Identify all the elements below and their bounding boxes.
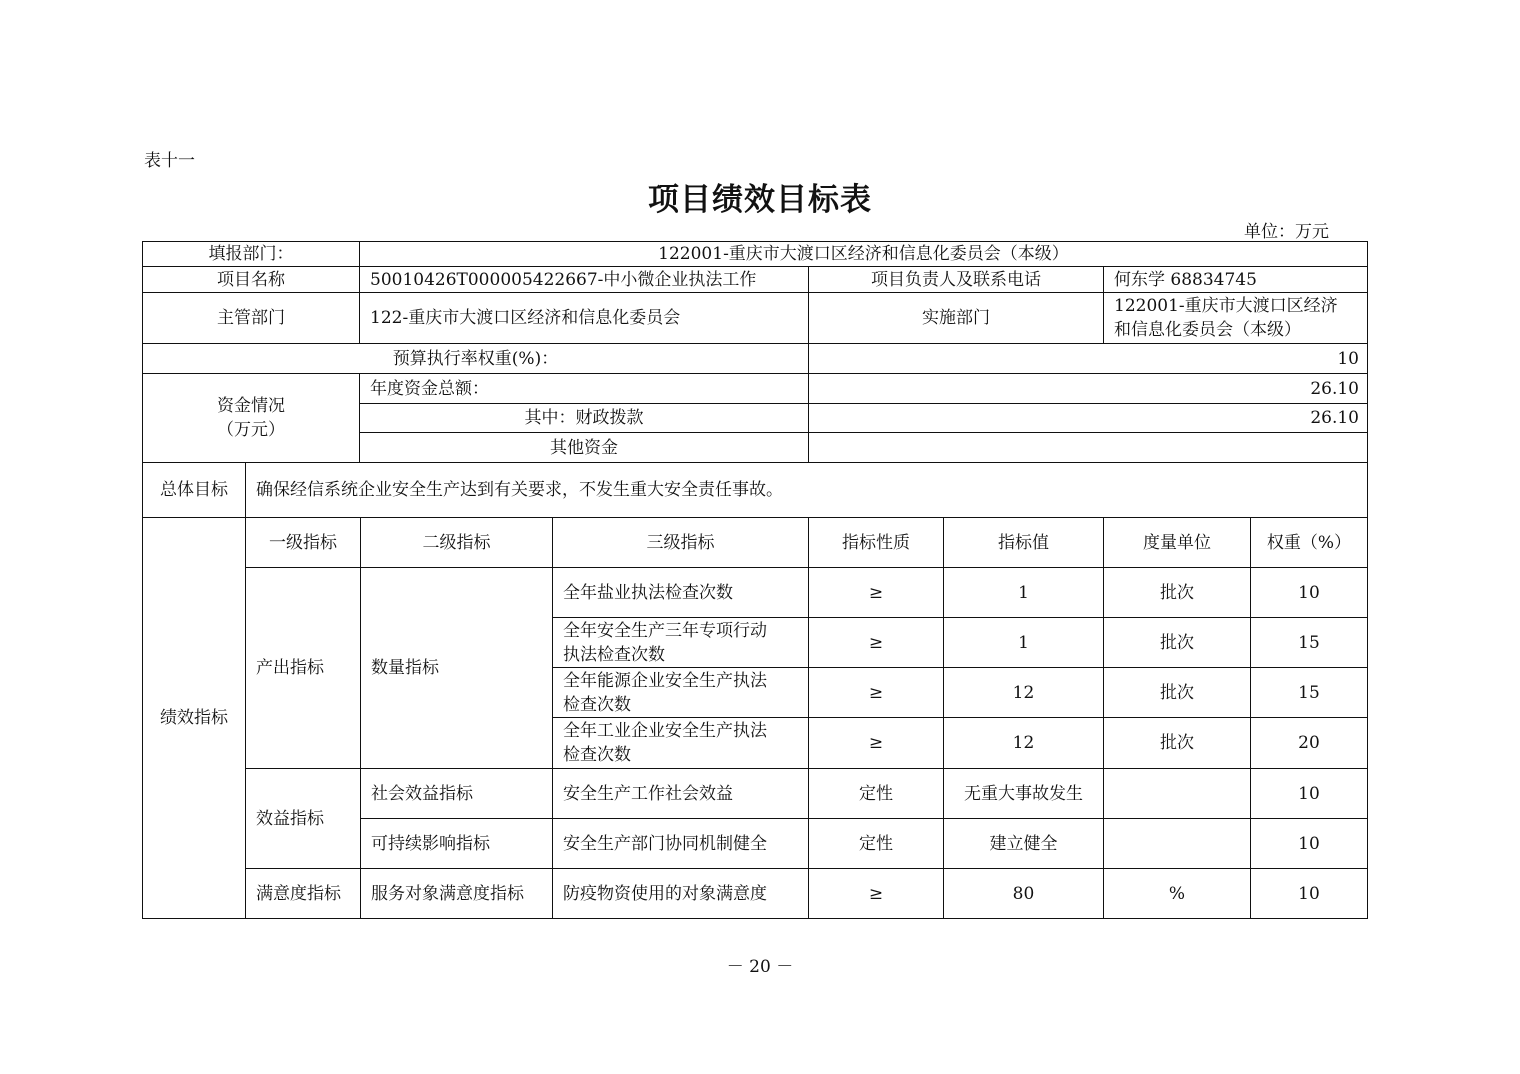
level1-benefit-cell: 效益指标 [245,768,361,869]
header-weight: 权重（%） [1250,517,1368,568]
project-name-value-cell: 50010426T000005422667-中小微企业执法工作 [359,266,809,293]
table-row-level3: 全年盐业执法检查次数 [552,567,809,618]
table-row-nature: ≥ [808,567,944,618]
goal-text-cell: 确保经信系统企业安全生产达到有关要求，不发生重大安全责任事故。 [245,462,1368,518]
contact-label-cell: 项目负责人及联系电话 [808,266,1104,293]
table-row-unit: 批次 [1103,567,1251,618]
table-row-nature: ≥ [808,717,944,769]
table-row-unit: 批次 [1103,717,1251,769]
unit-label: 单位：万元 [1244,222,1329,242]
project-name-label-cell: 项目名称 [142,266,360,293]
table-row-weight: 15 [1250,617,1368,668]
table-row-weight: 20 [1250,717,1368,769]
header-level2: 二级指标 [360,517,553,568]
table-row-level3: 全年安全生产三年专项行动 执法检查次数 [552,617,809,668]
funds-total-label-cell: 年度资金总额： [359,373,809,404]
goal-label-cell: 总体目标 [142,462,246,518]
table-row-nature: ≥ [808,868,944,919]
table-row-level3: 全年工业企业安全生产执法 检查次数 [552,717,809,769]
impl-value-cell: 122001-重庆市大渡口区经济 和信息化委员会（本级） [1103,292,1368,344]
funds-other-label-cell: 其他资金 [359,432,809,463]
budget-rate-value-cell: 10 [808,343,1368,374]
funds-fiscal-label-cell: 其中：财政拨款 [359,403,809,433]
funds-label-cell: 资金情况 （万元） [142,373,360,463]
level1-output-cell: 产出指标 [245,567,361,769]
level1-satisfaction-cell: 满意度指标 [245,868,361,919]
contact-value-cell: 何东学 68834745 [1103,266,1368,293]
table-row-weight: 10 [1250,567,1368,618]
header-value: 指标值 [943,517,1104,568]
table-row-nature: 定性 [808,768,944,819]
table-row-level3: 安全生产部门协同机制健全 [552,818,809,869]
supervisor-label-cell: 主管部门 [142,292,360,344]
table-row-nature: ≥ [808,667,944,718]
budget-rate-label-cell: 预算执行率权重(%)： [142,343,809,374]
table-row-level3: 防疫物资使用的对象满意度 [552,868,809,919]
level2-quantity-cell: 数量指标 [360,567,553,769]
table-row-weight: 15 [1250,667,1368,718]
table-row-value: 1 [943,567,1104,618]
page-title: 项目绩效目标表 [648,182,872,218]
funds-fiscal-value-cell: 26.10 [808,403,1368,433]
dept-label-cell: 填报部门： [142,241,360,267]
header-level1: 一级指标 [245,517,361,568]
table-row-unit [1103,818,1251,869]
page-number: － 20 － [726,957,794,977]
table-row-unit: % [1103,868,1251,919]
table-row-level2: 服务对象满意度指标 [360,868,553,919]
table-row-weight: 10 [1250,868,1368,919]
table-row-level3: 安全生产工作社会效益 [552,768,809,819]
table-row-value: 80 [943,868,1104,919]
table-row-value: 无重大事故发生 [943,768,1104,819]
header-level3: 三级指标 [552,517,809,568]
table-row-value: 建立健全 [943,818,1104,869]
header-nature: 指标性质 [808,517,944,568]
indicators-section-label: 绩效指标 [142,517,246,919]
table-row-unit [1103,768,1251,819]
table-row-weight: 10 [1250,768,1368,819]
table-row-unit: 批次 [1103,617,1251,668]
table-row-value: 12 [943,717,1104,769]
impl-label-cell: 实施部门 [808,292,1104,344]
table-row-value: 1 [943,617,1104,668]
header-unit: 度量单位 [1103,517,1251,568]
table-row-nature: 定性 [808,818,944,869]
funds-total-value-cell: 26.10 [808,373,1368,404]
table-row-weight: 10 [1250,818,1368,869]
table-label: 表十一 [144,151,195,171]
supervisor-value-cell: 122-重庆市大渡口区经济和信息化委员会 [359,292,809,344]
table-row-unit: 批次 [1103,667,1251,718]
funds-other-value-cell [808,432,1368,463]
table-row-nature: ≥ [808,617,944,668]
table-row-level2: 可持续影响指标 [360,818,553,869]
table-row-level3: 全年能源企业安全生产执法 检查次数 [552,667,809,718]
table-row-level2: 社会效益指标 [360,768,553,819]
dept-value-cell: 122001-重庆市大渡口区经济和信息化委员会（本级） [359,241,1368,267]
table-row-value: 12 [943,667,1104,718]
